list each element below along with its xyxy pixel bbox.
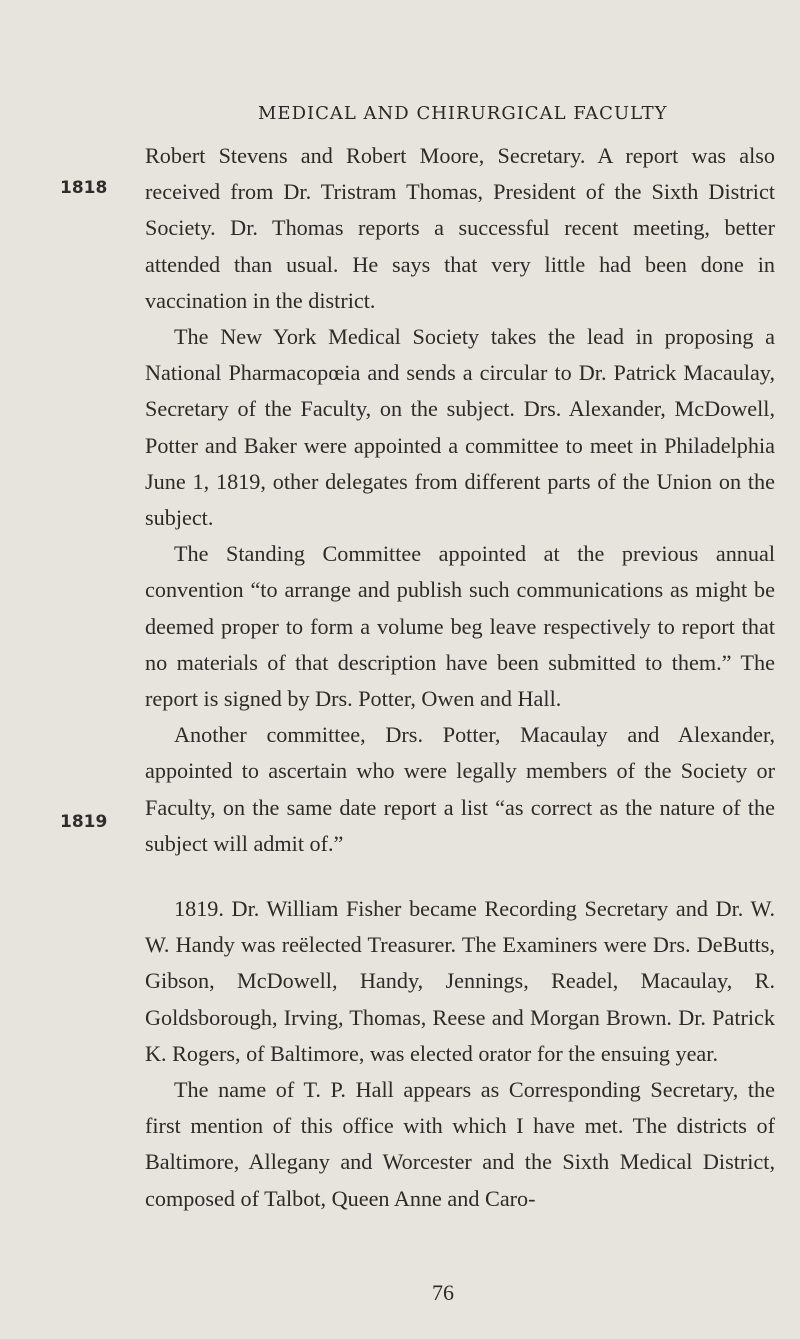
- running-header: MEDICAL AND CHIRURGICAL FACULTY: [258, 103, 668, 124]
- margin-year-1819: 1819: [60, 812, 108, 832]
- paragraph-3: The Standing Committee appointed at the previous annual convention “to arrange and publish such communications as might be deemed proper to form a volume beg leave respectively to report that no materials of that description have been submitted to them.” The report is signed by Drs. Potter, Owen and Hall.: [145, 541, 775, 712]
- page-number: 76: [432, 1280, 454, 1305]
- margin-year-1818: 1818: [60, 178, 108, 198]
- paragraph-6: The name of T. P. Hall appears as Corresponding Secretary, the first mention of this office with which I have met. The districts of Baltimore, Allegany and Worcester and the Sixth Medical District, composed of Talbot, Queen Anne and Caro-: [145, 1077, 775, 1211]
- body-text: [145, 138, 775, 1217]
- paragraph-1: Robert Stevens and Robert Moore, Secretary. A report was also received from Dr. Tristram Thomas, President of the Sixth District Society. Dr. Thomas reports a successful recent meeting, better attended than usual. He says that very little had been done in vaccination in the district.: [145, 143, 775, 313]
- paragraph-2: The New York Medical Society takes the lead in proposing a National Pharmacopœia and sends a circular to Dr. Patrick Macaulay, Secretary of the Faculty, on the subject. Drs. Alexander, McDowell, Potter and Baker were appointed a committee to meet in Philadelphia June 1, 1819, other delegates from different parts of the Union on the subject.: [145, 324, 775, 531]
- paragraph-4: Another committee, Drs. Potter, Macaulay and Alexander, appointed to ascertain who were legally members of the Society or Faculty, on the same date report a list “as correct as the nature of the subject will admit of.”: [145, 722, 775, 856]
- paragraph-5: 1819. Dr. William Fisher became Recording Secretary and Dr. W. W. Handy was reëlected Treasurer. The Examiners were Drs. DeButts, Gibson, McDowell, Handy, Jennings, Readel, Macaulay, R. Goldsborough, Irving, Thomas, Reese and Morgan Brown. Dr. Patrick K. Rogers, of Baltimore, was elected orator for the ensuing year.: [145, 896, 775, 1066]
